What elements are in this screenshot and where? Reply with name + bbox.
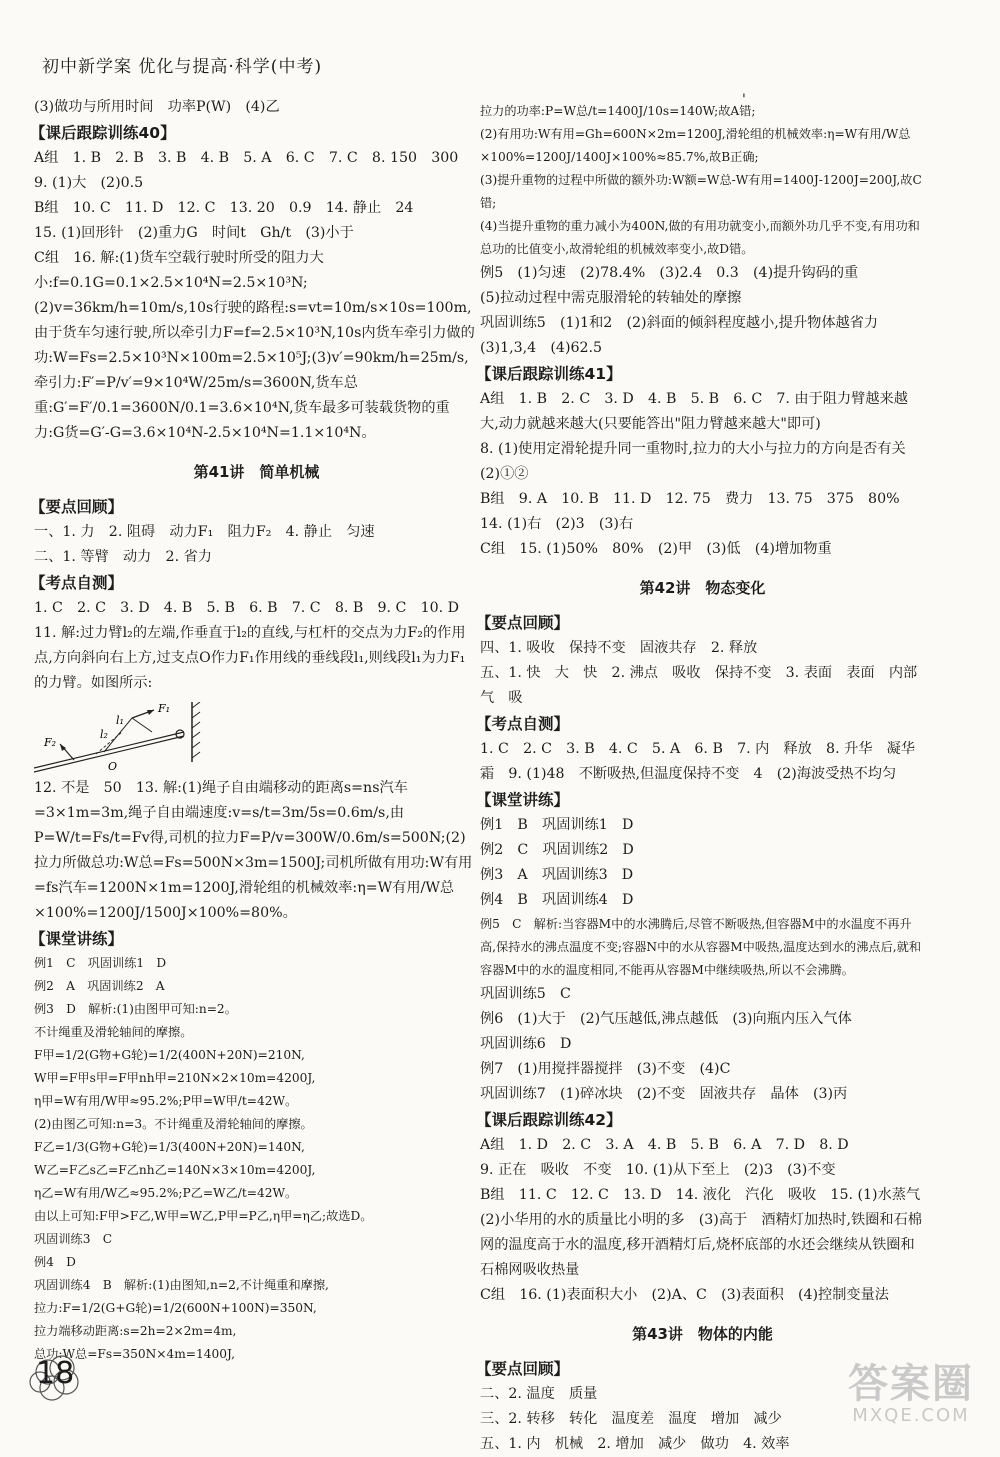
- lecture-title: 第43讲 物体的内能: [632, 1325, 773, 1343]
- section-heading: 【考点自测】: [30, 574, 124, 592]
- answer-line: 巩固训练5 C: [480, 986, 571, 1002]
- answer-line: 例5 (1)匀速 (2)78.4% (3)2.4 0.3 (4)提升钩码的重: [480, 265, 859, 281]
- answer-line: 例5 C 解析:当容器M中的水沸腾后,尽管不断吸热,但容器M中的水温度不再升高,保持水的沸点温度不变;容器N中的水从容器M中吸热,温度达到水的沸点后,就和容器M中的水的温度相同,不能再从容器M中继续吸热,所以不会沸腾。: [480, 917, 922, 977]
- answer-line: F甲=1/2(G物+G轮)=1/2(400N+20N)=210N,: [34, 1048, 305, 1062]
- answer-line: η乙=W有用/W乙≈95.2%;P乙=W乙/t=42W。: [34, 1186, 298, 1200]
- answer-line: 例4 B 巩固训练4 D: [480, 892, 634, 908]
- answer-line: 例4 D: [34, 1255, 76, 1269]
- answer-line: η甲=W有用/W甲≈95.2%;P甲=W甲/t=42W。: [34, 1094, 298, 1108]
- answer-line: 不计绳重及滑轮轴间的摩擦。: [34, 1025, 193, 1039]
- answer-line: 例2 A 巩固训练2 A: [34, 979, 165, 993]
- lecture-title: 第41讲 简单机械: [193, 463, 320, 481]
- answer-line: 拉力的功率:P=W总/t=1400J/10s=140W;故A错;: [480, 104, 756, 118]
- section-heading: 【课堂讲练】: [476, 791, 570, 809]
- answer-line: 1. C 2. C 3. B 4. C 5. A 6. B 7. 内 释放 8. 升华 凝华 霜 9. (1)48 不断吸热,但温度保持不变 4 (2)海波受热不均匀: [480, 741, 930, 782]
- label-F1: F₁: [158, 702, 171, 715]
- answer-line: A组 1. D 2. C 3. A 4. B 5. B 6. A 7. D 8. D: [480, 1137, 849, 1153]
- label-F2: F₂: [44, 736, 57, 749]
- answer-line: 例6 (1)大于 (2)气压越低,沸点越低 (3)向瓶内压入气体: [480, 1011, 852, 1027]
- answer-line: B组 11. C 12. C 13. D 14. 液化 汽化 吸收 15. (1)水蒸气 (2)小华用的水的质量比小明的多 (3)高于 酒精灯加热时,铁圈和石棉网的温度高于水的温度,移开酒精灯后,烧杯底部的水还会继续从铁圈和石棉网吸收热量: [480, 1187, 935, 1278]
- watermark-url: MXQE.COM: [852, 1405, 970, 1426]
- answer-line: 巩固训练4 B 解析:(1)由图知,n=2,不计绳重和摩擦,: [34, 1278, 329, 1292]
- answer-line: W甲=F甲s甲=F甲nh甲=210N×2×10m=4200J,: [34, 1071, 316, 1085]
- answer-line: W乙=F乙s乙=F乙nh乙=140N×3×10m=4200J,: [34, 1163, 316, 1177]
- answer-line: 巩固训练3 C: [34, 1232, 113, 1246]
- lever-diagram: [34, 702, 204, 774]
- answer-line: 五、1. 内 机械 2. 增加 减少 做功 4. 效率: [480, 1436, 790, 1452]
- answer-line: 二、1. 等臂 动力 2. 省力: [34, 549, 212, 565]
- section-heading: 【课后跟踪训练42】: [476, 1111, 622, 1129]
- label-l1: l₁: [116, 714, 124, 727]
- answer-line: 二、2. 温度 质量: [480, 1386, 598, 1402]
- answer-line: 一、1. 力 2. 阻碍 动力F₁ 阻力F₂ 4. 静止 匀速: [34, 524, 375, 540]
- section-heading: 【要点回顾】: [476, 614, 570, 632]
- answer-line: 三、2. 转移 转化 温度差 温度 增加 减少: [480, 1411, 782, 1427]
- page-number: 18: [36, 1356, 75, 1391]
- answer-line: (3)做功与所用时间 功率P(W) (4)乙: [34, 99, 280, 115]
- page-header-title: 初中新学案 优化与提高·科学(中考): [42, 57, 323, 77]
- answer-line: 巩固训练6 D: [480, 1036, 572, 1052]
- answer-line: 9. 正在 吸收 不变 10. (1)从下至上 (2)3 (3)不变: [480, 1162, 836, 1178]
- answer-line: (5)拉动过程中需克服滑轮的转轴处的摩擦: [480, 290, 742, 306]
- answer-line: 例7 (1)用搅拌器搅拌 (3)不变 (4)C: [480, 1061, 731, 1077]
- section-heading: 【课后跟踪训练41】: [476, 365, 622, 383]
- answer-line: 例2 C 巩固训练2 D: [480, 842, 634, 858]
- answer-line: C组 15. (1)50% 80% (2)甲 (3)低 (4)增加物重: [480, 541, 832, 557]
- watermark-logo-text: 答案圈: [848, 1361, 974, 1407]
- answer-line: 四、1. 吸收 保持不变 固液共存 2. 释放: [480, 640, 758, 656]
- section-heading: 【要点回顾】: [30, 498, 124, 516]
- answer-line: 8. (1)使用定滑轮提升同一重物时,拉力的大小与拉力的方向是否有关 (2)①②: [480, 441, 920, 482]
- answer-line: C组 16. (1)表面积大小 (2)A、C (3)表面积 (4)控制变量法: [480, 1287, 889, 1303]
- answer-line: 12. 不是 50 13. 解:(1)绳子自由端移动的距离s=ns汽车=3×1m=3m,绳子自由端速度:v=s/t=3m/5s=0.6m/s,由P=W/t=Fs/t=Fv得,司机的拉力F=P/v=300W/0.6m/s=500N;(2)拉力所做总功:W总=Fs=500N×3m=1500J;司机所做有用功:W有用=fs汽车=1200N×1m=1200J,滑轮组的机械效率:η=W有用/W总×100%=1200J/1500J×100%=80%。: [34, 780, 473, 921]
- section-heading: 【课堂讲练】: [30, 930, 124, 948]
- answer-line: 巩固训练7 (1)碎冰块 (2)不变 固液共存 晶体 (3)丙: [480, 1086, 848, 1102]
- print-mark: ': [742, 92, 746, 108]
- right-column: [476, 100, 935, 1457]
- answer-line: (3)提升重物的过程中所做的额外功:W额=W总-W有用=1400J-1200J=200J,故C错;: [480, 173, 922, 210]
- answer-line: C组 16. 解:(1)货车空载行驶时所受的阻力大小:f=0.1G=0.1×2.5×10⁴N=2.5×10³N;(2)v=36km/h=10m/s,10s行驶的路程:s=vt=10m/s×10s=100m,由于货车匀速行驶,所以牵引力F=f=2.5×10³N,10s内货车牵引力做的功:W=Fs=2.5×10³N×100m=2.5×10⁵J;(3)v′=90km/h=25m/s,牵引力:F′=P/v′=9×10⁴W/25m/s=3600N,货车总重:G′=F′/0.1=3600N/0.1=3.6×10⁴N,货车最多可装载货物的重力:G货=G′-G=3.6×10⁴N-2.5×10⁴N=1.1×10⁴N。: [34, 250, 475, 441]
- answer-line: (4)当提升重物的重力减小为400N,做的有用功就变小,而额外功几乎不变,有用功和总功的比值变小,故滑轮组的机械效率变小,故D错。: [480, 219, 920, 256]
- section-heading: 【课后跟踪训练40】: [30, 124, 176, 142]
- answer-line: 拉力:F=1/2(G+G轮)=1/2(600N+100N)=350N,: [34, 1301, 317, 1315]
- answer-line: 由以上可知:F甲>F乙,W甲=W乙,P甲=P乙,η甲=η乙;故选D。: [34, 1209, 373, 1223]
- answer-line: 例1 C 巩固训练1 D: [34, 956, 167, 970]
- answer-line: 五、1. 快 大 快 2. 沸点 吸收 保持不变 3. 表面 表面 内部 气 吸: [480, 665, 932, 706]
- answer-line: A组 1. B 2. B 3. B 4. B 5. A 6. C 7. C 8. 150 300 9. (1)大 (2)0.5: [34, 150, 473, 191]
- answer-line: 巩固训练5 (1)1和2 (2)斜面的倾斜程度越小,提升物体越省力 (3)1,3,4 (4)62.5: [480, 315, 893, 356]
- label-l2: l₂: [100, 728, 108, 741]
- answer-line: (2)由图乙可知:n=3。不计绳重及滑轮轴间的摩擦。: [34, 1117, 313, 1131]
- section-heading: 【要点回顾】: [476, 1360, 570, 1378]
- answer-line: 11. 解:过力臂l₂的左端,作垂直于l₂的直线,与杠杆的交点为力F₂的作用点,方向斜向右上方,过支点O作力F₁作用线的垂线段l₁,则线段l₁为力F₁的力臂。如图所示:: [34, 625, 466, 691]
- answer-line: 总功:W总=Fs=350N×4m=1400J,: [34, 1347, 236, 1361]
- answer-line: F乙=1/3(G物+G轮)=1/3(400N+20N)=140N,: [34, 1140, 305, 1154]
- answer-line: B组 10. C 11. D 12. C 13. 20 0.9 14. 静止 24: [34, 200, 414, 216]
- label-O: O: [108, 760, 118, 773]
- answer-line: 1. C 2. C 3. D 4. B 5. B 6. B 7. C 8. B 9. C 10. D: [34, 600, 460, 616]
- section-heading: 【考点自测】: [476, 715, 570, 733]
- answer-line: A组 1. B 2. C 3. D 4. B 5. B 6. C 7. 由于阻力臂越来越大,动力就越来越大(只要能答出"阻力臂越来越大"即可): [480, 391, 908, 432]
- watermark: [848, 1352, 974, 1426]
- answer-line: 例1 B 巩固训练1 D: [480, 817, 634, 833]
- left-column: [30, 95, 479, 1366]
- answer-line: (2)有用功:W有用=Gh=600N×2m=1200J,滑轮组的机械效率:η=W有用/W总×100%=1200J/1400J×100%≈85.7%,故B正确;: [480, 127, 911, 164]
- answer-line: 例3 D 解析:(1)由图甲可知:n=2。: [34, 1002, 237, 1016]
- answer-line: 拉力端移动距离:s=2h=2×2m=4m,: [34, 1324, 237, 1338]
- page-number-badge: [28, 1352, 88, 1402]
- answer-line: 例3 A 巩固训练3 D: [480, 867, 634, 883]
- lecture-title: 第42讲 物态变化: [639, 579, 766, 597]
- answer-line: 15. (1)回形针 (2)重力G 时间t Gh/t (3)小于: [34, 225, 354, 241]
- answer-line: B组 9. A 10. B 11. D 12. 75 费力 13. 75 375 80% 14. (1)右 (2)3 (3)右: [480, 491, 914, 532]
